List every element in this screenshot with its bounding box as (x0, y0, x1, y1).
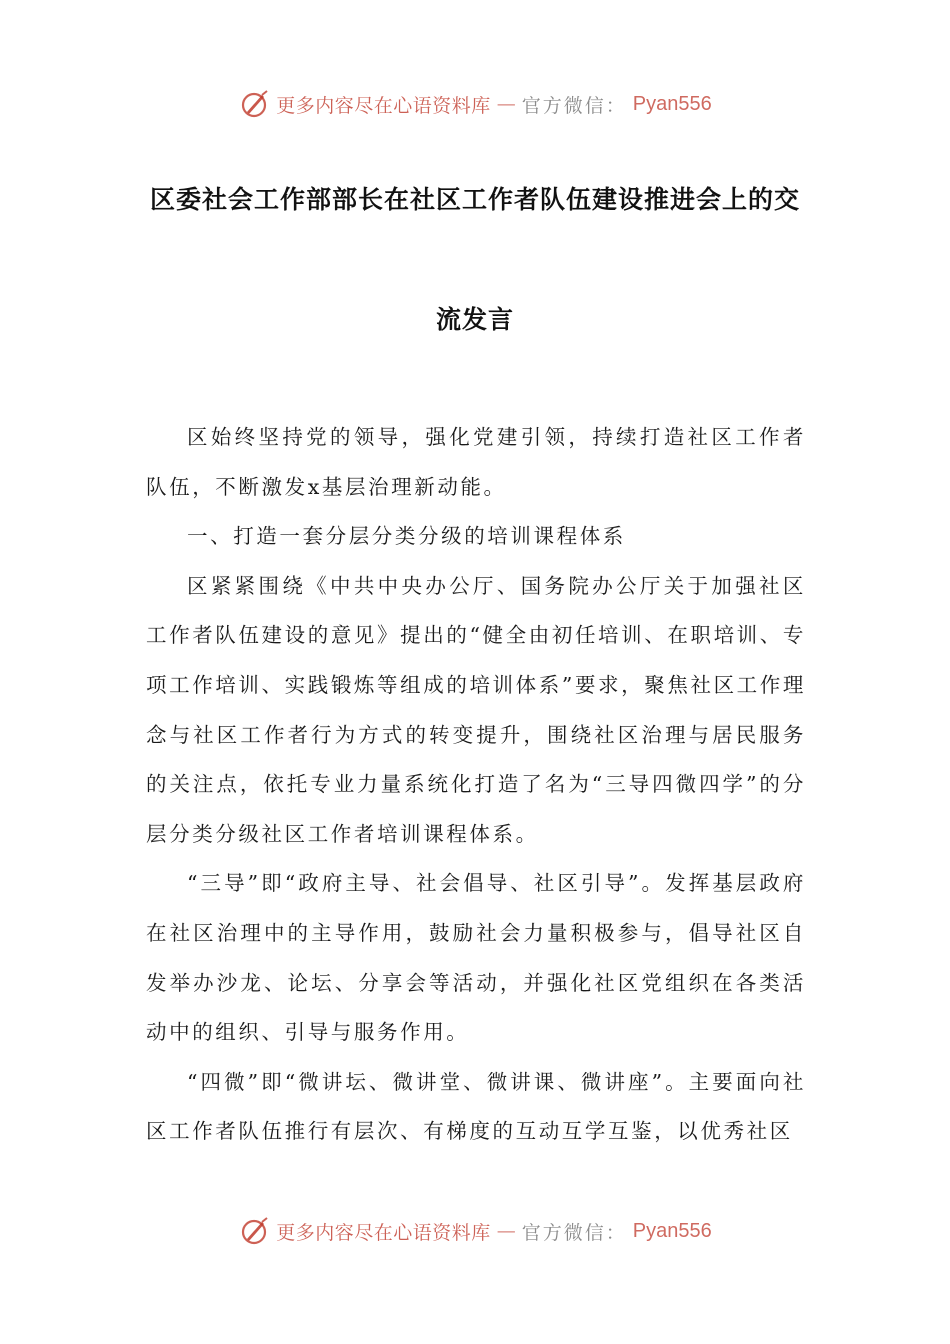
watermark-wechat-id: Pyan556 (632, 1219, 712, 1242)
quill-pen-circle-icon (238, 88, 270, 120)
paragraph-training-system: 区紧紧围绕《中共中央办公厅、国务院办公厅关于加强社区工作者队伍建设的意见》提出的“健全由初任培训、在职培训、专项工作培训、实践锻炼等组成的培训体系”要求，聚焦社区工作理念与社区工作者行为方式的转变提升，围绕社区治理与居民服务的关注点，依托专业力量系统化打造了名为“三导四微四学”的分层分类分级社区工作者培训课程体系。 (146, 573, 806, 846)
watermark-dash: — (496, 1220, 516, 1242)
watermark-label: 官方微信： (521, 94, 627, 117)
document-body (146, 413, 806, 1157)
paragraph-intro: 区始终坚持党的领导，强化党建引领，持续打造社区工作者队伍，不断激发x基层治理新动能。 (146, 425, 806, 499)
watermark-dash: — (496, 93, 516, 115)
quill-pen-circle-icon (238, 1215, 270, 1247)
section-heading-1: 一、打造一套分层分类分级的培训课程体系 (187, 524, 626, 549)
header-watermark (0, 84, 950, 124)
paragraph-three-guides: “三导”即“政府主导、社会倡导、社区引导”。发挥基层政府在社区治理中的主导作用，鼓励社会力量积极参与，倡导社区自发举办沙龙、论坛、分享会等活动，并强化社区党组织在各类活动中的组织、引导与服务作用。 (146, 871, 806, 1045)
paragraph-four-micro: “四微”即“微讲坛、微讲堂、微讲课、微讲座”。主要面向社区工作者队伍推行有层次、有梯度的互动互学互鉴，以优秀社区 (146, 1069, 806, 1144)
watermark-site-text: 更多内容尽在心语资料库 (276, 1221, 491, 1244)
watermark-wechat-id: Pyan556 (632, 92, 712, 115)
footer-watermark (0, 1211, 950, 1251)
watermark-site-text: 更多内容尽在心语资料库 (276, 94, 491, 117)
watermark-label: 官方微信： (521, 1221, 627, 1244)
document-title-line-2: 流发言 (435, 305, 514, 334)
document-title-line-1: 区委社会工作部部长在社区工作者队伍建设推进会上的交 (149, 185, 800, 214)
